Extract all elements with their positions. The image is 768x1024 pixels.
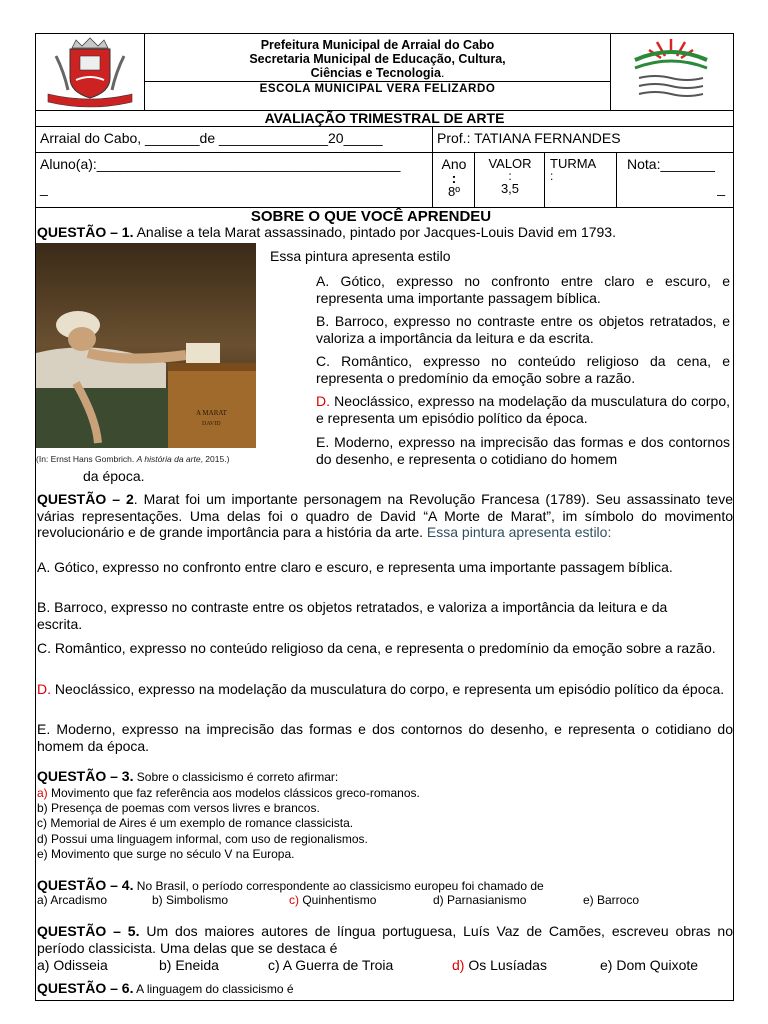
coat-of-arms-logo xyxy=(36,34,145,110)
q5-option-d[interactable]: d) Os Lusíadas xyxy=(452,957,547,973)
prof-cell xyxy=(432,127,733,152)
question-6: QUESTÃO – 6. A linguagem do classicismo é xyxy=(37,980,294,996)
q5-option-a[interactable]: a) Odisseia xyxy=(37,957,108,973)
q4-option-c[interactable]: c) Quinhentismo xyxy=(289,893,377,907)
institution-block xyxy=(144,34,611,110)
question-4: QUESTÃO – 4. No Brasil, o período correspondente ao classicismo europeu foi chamado de xyxy=(37,877,544,893)
student-field[interactable]: Aluno(a):_______________________________________ xyxy=(40,156,401,172)
class-cell xyxy=(544,153,617,207)
q3-option-b[interactable]: b) Presença de poemas com versos livres e brancos. xyxy=(37,801,320,815)
q4-option-b[interactable]: b) Simbolismo xyxy=(152,893,229,907)
question-1-stem: Essa pintura apresenta estilo xyxy=(270,248,451,264)
year-value: 8º xyxy=(448,184,460,199)
q5-option-e[interactable]: e) Dom Quixote xyxy=(600,957,699,973)
header-line-3: Ciências e Tecnologia. xyxy=(310,66,445,80)
value-colon: : xyxy=(508,169,512,183)
q3-option-a[interactable]: a) Movimento que faz referência aos modelos clássicos greco-romanos. xyxy=(37,786,420,800)
q1-option-a[interactable]: A. Gótico, expresso no confronto entre claro e escuro, e representa uma importante passagem bíblica. xyxy=(316,273,730,306)
section-title: SOBRE O QUE VOCÊ APRENDEU xyxy=(250,208,492,225)
grade-field-cont: _ xyxy=(717,180,725,196)
header xyxy=(36,34,733,111)
class-label: TURMA xyxy=(550,156,597,171)
q2-option-e[interactable]: E. Moderno, expresso na imprecisão das formas e dos contornos do desenho, e representa o cotidiano do homem da época. xyxy=(37,721,733,754)
q2-option-a[interactable]: A. Gótico, expresso no confronto entre claro e escuro, e representa uma importante passagem bíblica. xyxy=(37,559,673,575)
year-colon: : xyxy=(451,170,457,186)
q3-option-e[interactable]: e) Movimento que surge no século V na Europa. xyxy=(37,847,295,861)
school-name: ESCOLA MUNICIPAL VERA FELIZARDO xyxy=(144,81,611,96)
question-1-header: QUESTÃO – 1. Analise a tela Marat assassinado, pintado por Jacques-Louis David em 1793. xyxy=(37,224,616,240)
question-2: QUESTÃO – 2. Marat foi um importante personagem na Revolução Francesa (1789). Seu assassinato teve várias representações. Uma delas foi o quadro de David “A Morte de Marat”, im símbolo do movimento revolucionário e de grande importância para a história da arte. Essa pintura apresenta estilo: xyxy=(37,491,733,540)
header-line-2: Secretaria Municipal de Educação, Cultura, xyxy=(249,52,506,66)
question-5: QUESTÃO – 5. Um dos maiores autores de língua portuguesa, Luís Vaz de Camões, escreveu obras no período classicista. Uma delas que se destaca é xyxy=(37,923,734,956)
q4-option-e[interactable]: e) Barroco xyxy=(583,893,640,907)
year-label: Ano xyxy=(441,156,467,172)
q1-option-e[interactable]: E. Moderno, expresso na imprecisão das formas e dos contornos do desenho, e representa o cotidiano do homem xyxy=(316,434,730,467)
grade-field[interactable]: Nota:_______ xyxy=(627,156,715,172)
school-logo xyxy=(610,34,733,110)
value-label: VALOR xyxy=(488,156,532,171)
year-cell xyxy=(432,153,475,207)
q1-option-d[interactable]: D. Neoclássico, expresso na modelação da musculatura do corpo, e representa um episódio político da época. xyxy=(316,393,730,426)
q2-option-d[interactable]: D. Neoclássico, expresso na modelação da musculatura do corpo, e representa um episódio político da época. xyxy=(37,681,725,697)
class-colon[interactable]: : xyxy=(550,169,554,183)
question-3: QUESTÃO – 3. Sobre o classicismo é correto afirmar: xyxy=(37,768,339,784)
value-value: 3,5 xyxy=(500,181,520,196)
grade-cell xyxy=(616,153,733,207)
q2-option-c[interactable]: C. Romântico, expresso no conteúdo religioso da cena, e representa o predomínio da emoção sobre a razão. xyxy=(37,640,716,656)
date-field[interactable]: Arraial do Cabo, _______de ______________20_____ xyxy=(40,130,383,146)
q2-option-b[interactable]: B. Barroco, expresso no contraste entre os objetos retratados, e valoriza a importância da leitura e da escrita. xyxy=(37,599,668,632)
marat-painting xyxy=(36,243,256,464)
q4-option-a[interactable]: a) Arcadismo xyxy=(37,893,108,907)
value-cell xyxy=(474,153,545,207)
q3-option-d[interactable]: d) Possui uma linguagem informal, com uso de regionalismos. xyxy=(37,832,368,846)
q4-option-d[interactable]: d) Parnasianismo xyxy=(433,893,527,907)
q1-option-e-cont: da época. xyxy=(83,468,145,484)
svg-text:DAVID: DAVID xyxy=(202,421,221,427)
svg-text:A MARAT: A MARAT xyxy=(196,409,227,417)
painting-caption: (In: Ernst Hans Gombrich. A história da arte, 2015.) xyxy=(36,454,230,464)
exam-title: AVALIAÇÃO TRIMESTRAL DE ARTE xyxy=(264,110,505,126)
date-row xyxy=(36,127,733,153)
exam-sheet xyxy=(35,33,734,1001)
q5-option-b[interactable]: b) Eneida xyxy=(159,957,219,973)
q1-option-c[interactable]: C. Romântico, expresso no conteúdo religioso da cena, e representa o predomínio da emoção sobre a razão. xyxy=(316,353,730,386)
student-field-cont: _ xyxy=(40,180,48,196)
q5-option-c[interactable]: c) A Guerra de Troia xyxy=(268,957,394,973)
q3-option-c[interactable]: c) Memorial de Aires é um exemplo de romance classicista. xyxy=(37,816,354,830)
student-row xyxy=(36,153,733,208)
prof-name: Prof.: TATIANA FERNANDES xyxy=(437,130,621,146)
exam-title-row xyxy=(36,110,733,127)
header-line-1: Prefeitura Municipal de Arraial do Cabo xyxy=(260,38,495,52)
q1-option-b[interactable]: B. Barroco, expresso no contraste entre os objetos retratados, e valoriza a importância da leitura e da escrita. xyxy=(316,313,730,346)
